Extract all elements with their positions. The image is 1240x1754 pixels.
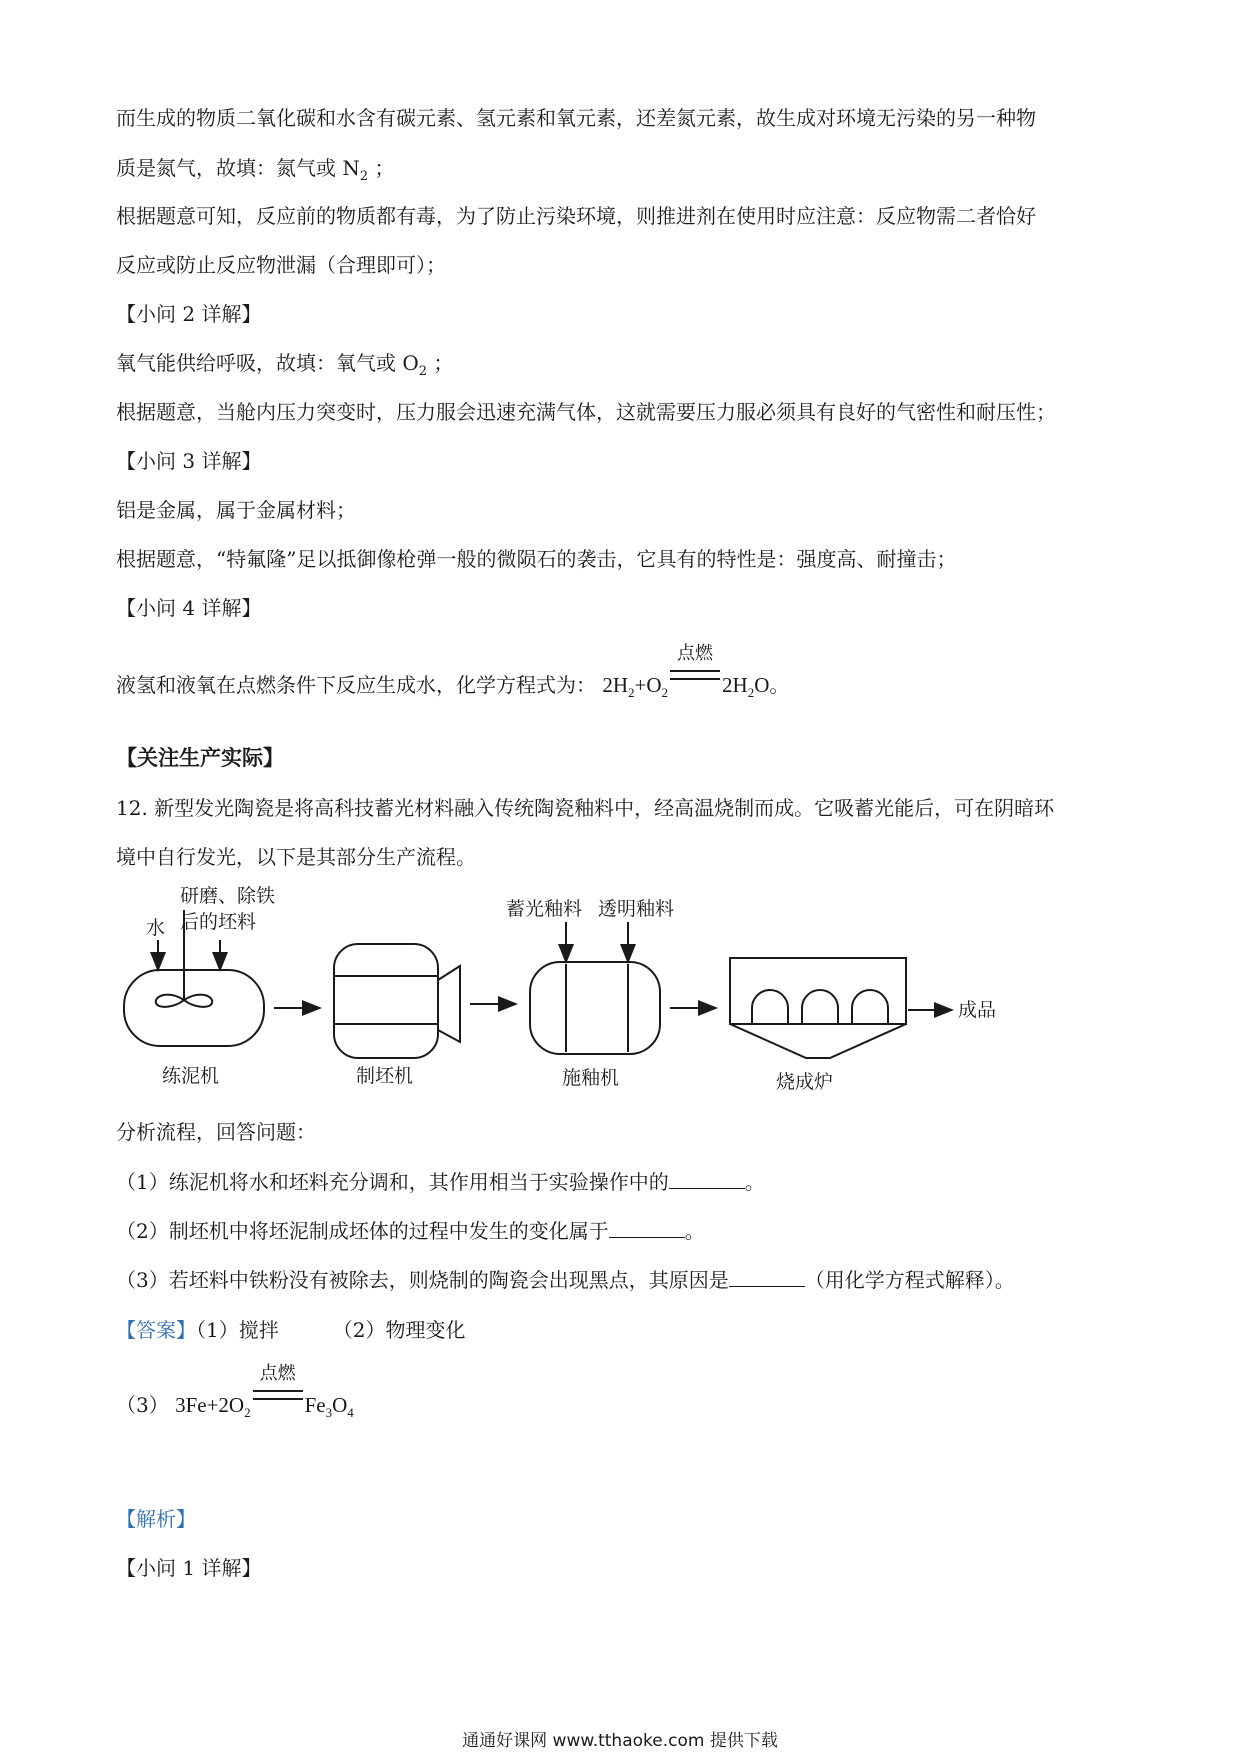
answer-tag: 【答案】: [116, 1318, 196, 1342]
diagram-label: 蓄光釉料: [506, 898, 583, 920]
diagram-label: 制坯机: [356, 1065, 414, 1087]
question-item: （3）若坯料中铁粉没有被除去，则烧制的陶瓷会出现黑点，其原因是 （用化学方程式解释）。: [116, 1268, 1015, 1292]
text-segment: 质是氮气，故填：氮气或 N: [116, 156, 360, 180]
answer-line: （3） $3Fe+2O_2$ 点燃 $Fe_3O_4$: [116, 1384, 354, 1427]
diagram-label: 施釉机: [562, 1067, 620, 1089]
analysis-tag: 【解析】: [116, 1507, 196, 1531]
production-flow-diagram: [116, 882, 996, 1098]
question-item: （2）制坯机中将坯泥制成坯体的过程中发生的变化属于 。: [116, 1219, 705, 1243]
subquestion-heading: 【小问 3 详解】: [116, 449, 262, 473]
question-item: （1）练泥机将水和坯料充分调和，其作用相当于实验操作中的 。: [116, 1170, 765, 1194]
text-line: 根据题意，当舱内压力突变时，压力服会迅速充满气体，这就需要压力服必须具有良好的气密性和耐压性；: [116, 400, 1056, 424]
text-line: 根据题意可知，反应前的物质都有毒，为了防止污染环境，则推进剂在使用时应注意：反应物需二者恰好: [116, 204, 1036, 228]
diagram-label: 烧成炉: [776, 1071, 834, 1093]
subquestion-heading: 【小问 4 详解】: [116, 596, 262, 620]
text-line: [116, 349, 453, 386]
diagram-label: 水: [146, 917, 166, 939]
page-footer: 通通好课网 www.tthaoke.com 提供下载: [462, 1731, 778, 1751]
text-line: 而生成的物质二氧化碳和水含有碳元素、氢元素和氧元素，还差氮元素，故生成对环境无污染的另一种物: [116, 106, 1036, 130]
diagram-label: 透明釉料: [598, 898, 675, 920]
subscript: 2: [359, 169, 369, 184]
reaction-condition: 点燃: [677, 643, 714, 664]
text-line: 分析流程，回答问题：: [116, 1120, 316, 1144]
forming-machine: [334, 944, 438, 1058]
glazing-machine: [530, 962, 660, 1054]
section-title: 【关注生产实际】: [116, 745, 284, 770]
text-segment: ；: [427, 351, 454, 375]
question-text: 12. 新型发光陶瓷是将高科技蓄光材料融入传统陶瓷釉料中，经高温烧制而成。它吸蓄光能后，可在阴暗环: [116, 796, 1055, 820]
diagram-label: 后的坯料: [180, 911, 257, 933]
chemical-equation: $3Fe+2O_2$ 点燃 $Fe_3O_4$: [175, 1384, 354, 1427]
text-line: 反应或防止反应物泄漏（合理即可）；: [116, 253, 446, 277]
mixer-machine: [124, 970, 264, 1046]
reaction-arrow: [253, 1363, 303, 1412]
text-line: 根据题意，“特氟隆”足以抵御像枪弹一般的微陨石的袭击，它具有的特性是：强度高、耐撞击；: [116, 547, 957, 571]
question-text: 境中自行发光，以下是其部分生产流程。: [116, 845, 476, 869]
text-line: [116, 643, 790, 707]
subquestion-heading: 【小问 2 详解】: [116, 302, 262, 326]
subscript: 2: [418, 364, 428, 379]
reaction-arrow: [670, 643, 720, 692]
answer-line: 【答案】（1）搅拌 （2）物理变化: [116, 1318, 466, 1342]
text-segment: 氧气能供给呼吸，故填：氧气或 O: [116, 351, 419, 375]
diagram-label: 成品: [958, 999, 996, 1021]
subquestion-heading: 【小问 1 详解】: [116, 1556, 262, 1580]
reaction-condition: 点燃: [259, 1363, 296, 1384]
text-segment: 液氢和液氧在点燃条件下反应生成水，化学方程式为：: [116, 673, 596, 697]
text-line: [116, 154, 395, 191]
answer-blank: [669, 1170, 745, 1189]
text-line: 铝是金属，属于金属材料；: [116, 498, 356, 522]
answer-blank: [609, 1219, 685, 1238]
text-segment: ；: [368, 156, 395, 180]
chemical-equation: $2H_2+O_2$ 点燃 $2H_2O$: [602, 664, 769, 707]
diagram-label: 练泥机: [162, 1065, 220, 1087]
diagram-label: 研磨、除铁: [180, 885, 276, 907]
answer-blank: [729, 1268, 805, 1287]
text-segment: 。: [769, 673, 790, 697]
